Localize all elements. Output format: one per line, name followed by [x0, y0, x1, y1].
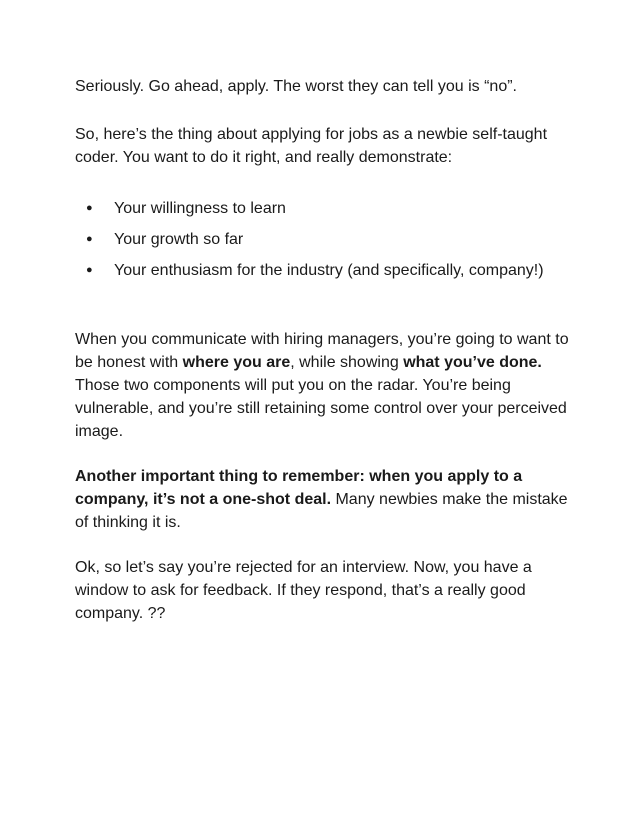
bold-run: Another important thing to remember: when you apply to a company, it’s not a one-shot deal.	[75, 468, 523, 508]
spacer	[75, 286, 575, 328]
text-run: Those two components will put you on the radar. You’re being vulnerable, and you’re still retaining some control over your perceived image.	[75, 377, 567, 440]
paragraph-intro: Seriously. Go ahead, apply. The worst they can tell you is “no”.	[75, 78, 517, 95]
bullet-icon: ●	[86, 233, 93, 245]
bullet-icon: ●	[86, 264, 93, 276]
paragraph-not-one-shot	[75, 465, 575, 534]
list-item	[75, 255, 575, 286]
list-item-text: Your willingness to learn	[114, 200, 286, 217]
bold-run: where you are	[182, 354, 291, 371]
list-item	[75, 224, 575, 255]
text-run: When you communicate with hiring managers, you’re going to want to be honest with	[75, 331, 569, 371]
text-run: , while showing	[290, 354, 404, 371]
list-item-text: Your enthusiasm for the industry (and specifically, company!)	[114, 262, 544, 279]
paragraph-hiring-managers	[75, 328, 575, 443]
document-page	[75, 75, 575, 625]
list-item	[75, 193, 575, 224]
paragraph-feedback: Ok, so let’s say you’re rejected for an interview. Now, you have a window to ask for feedback. If they respond, that’s a really good company. ??	[75, 559, 532, 622]
bold-run: what you’ve done.	[403, 354, 542, 371]
list-item-text: Your growth so far	[114, 231, 244, 248]
bullet-icon: ●	[86, 202, 93, 214]
bullet-list	[75, 193, 575, 286]
text-run: Many newbies make the mistake of thinking it is.	[75, 491, 568, 531]
paragraph-applying: So, here’s the thing about applying for jobs as a newbie self-taught coder. You want to do it right, and really demonstrate:	[75, 126, 548, 166]
